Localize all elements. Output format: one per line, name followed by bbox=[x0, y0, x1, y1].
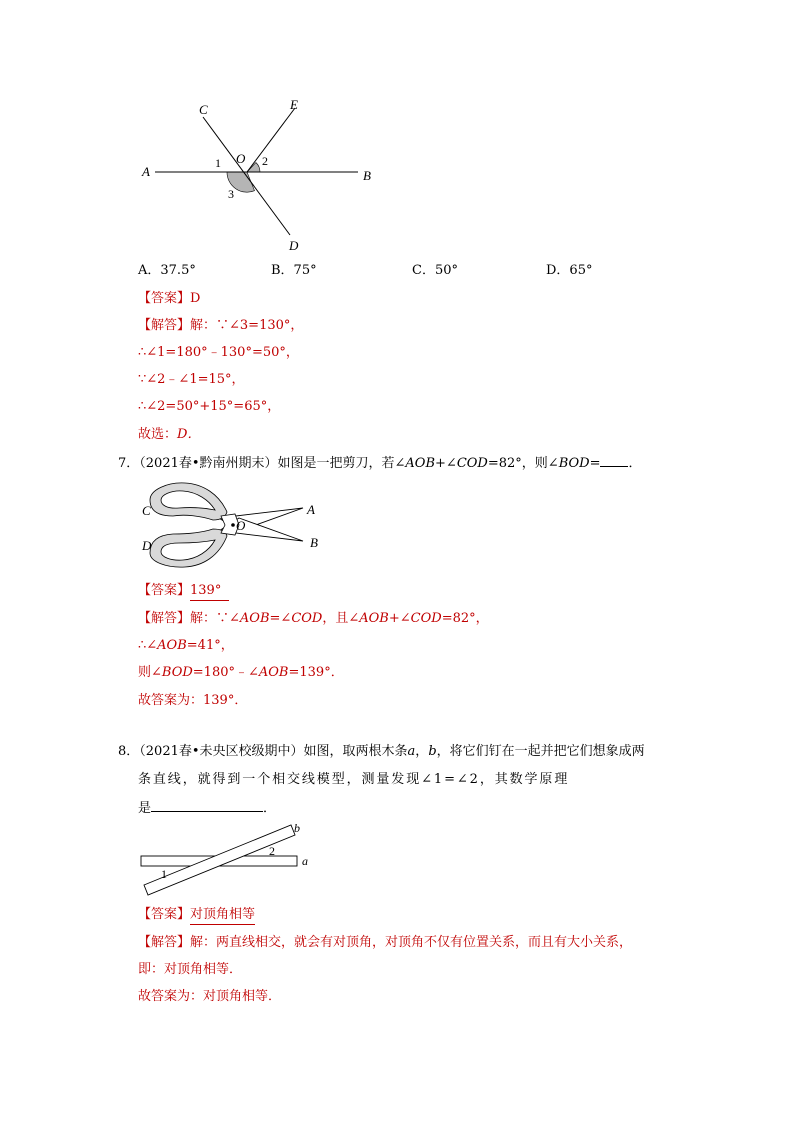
q6-answer bbox=[138, 290, 200, 308]
solution-text: 解：两直线相交，就会有对顶角，对顶角不仅有位置关系，而且有大小关系， bbox=[190, 935, 633, 950]
q6-solution-4: ∴∠2=50°+15°=65°， bbox=[138, 399, 281, 414]
pivot-point bbox=[231, 523, 235, 527]
label-e: E bbox=[290, 97, 298, 112]
final-prefix: 故选： bbox=[138, 427, 178, 442]
sticks-figure bbox=[135, 818, 320, 898]
label-d: D bbox=[289, 238, 299, 253]
q8-b: b bbox=[428, 744, 437, 759]
q8-comma: ， bbox=[415, 744, 429, 759]
q8-answer bbox=[138, 906, 255, 925]
sol-text: ，且∠ bbox=[322, 611, 360, 626]
option-a: A．37.5° bbox=[138, 263, 196, 278]
q7-end: ． bbox=[628, 456, 642, 471]
sol-text: =∠ bbox=[269, 611, 292, 626]
option-b: B．75° bbox=[271, 263, 317, 278]
label-3: 3 bbox=[228, 187, 234, 201]
stick-label-a: a bbox=[302, 854, 308, 868]
line-oe bbox=[247, 108, 295, 172]
q8-solution-1 bbox=[138, 934, 632, 952]
q7-cod: COD bbox=[456, 456, 488, 471]
q8-line1-pre: 8．（2021春•未央区校级期中）如图，取两根木条 bbox=[118, 744, 408, 759]
q8-solution-2: 即：对顶角相等． bbox=[138, 962, 243, 977]
sol-text: +∠ bbox=[388, 611, 411, 626]
sol-text: ∴∠ bbox=[138, 638, 158, 653]
sol-aob: AOB bbox=[359, 611, 389, 626]
q8-question-line3 bbox=[138, 798, 276, 818]
sol-text: =139°． bbox=[288, 665, 344, 680]
scissor-handle-lower bbox=[150, 529, 227, 567]
label-o: O bbox=[236, 151, 246, 166]
stick-label-2: 2 bbox=[269, 844, 275, 858]
scissor-label-d: D bbox=[142, 538, 152, 553]
stick-label-1: 1 bbox=[161, 867, 167, 881]
option-c: C．50° bbox=[412, 263, 458, 278]
scissors-figure bbox=[135, 478, 335, 573]
stick-label-b: b bbox=[294, 821, 300, 835]
scissor-label-c: C bbox=[142, 503, 151, 518]
q6-final bbox=[138, 426, 200, 444]
scissor-handle-upper bbox=[150, 483, 227, 520]
answer-value: 对顶角相等 bbox=[190, 906, 255, 925]
q7-answer bbox=[138, 582, 229, 601]
q7-plus: +∠ bbox=[435, 456, 457, 471]
scissor-label-a: A bbox=[307, 502, 315, 517]
label-b: B bbox=[363, 168, 371, 183]
solution-tag: 【解答】 bbox=[138, 935, 191, 950]
q8-line3-pre: 是 bbox=[138, 801, 152, 816]
q8-final: 故答案为：对顶角相等． bbox=[138, 989, 282, 1004]
q8-blank bbox=[151, 798, 263, 812]
q7-solution-3 bbox=[138, 664, 344, 682]
sol-aob: AOB bbox=[258, 665, 289, 680]
q8-question-line1 bbox=[118, 743, 645, 761]
line-cd bbox=[203, 117, 290, 235]
angle-figure bbox=[130, 95, 390, 260]
option-d: D．65° bbox=[546, 263, 593, 278]
sol-aob: AOB bbox=[239, 611, 270, 626]
q6-solution-1 bbox=[138, 317, 303, 335]
sol-text: 则∠ bbox=[138, 665, 162, 680]
q8-line1-post: ，将它们钉在一起并把它们想象成两 bbox=[436, 744, 645, 759]
q8-question-line2: 条直线，就得到一个相交线模型，测量发现∠1=∠2，其数学原理 bbox=[138, 772, 570, 787]
label-1: 1 bbox=[215, 156, 221, 170]
scissor-label-b: B bbox=[310, 535, 318, 550]
sol-text: =82°， bbox=[441, 611, 489, 626]
q7-question-pre: 7．（2021春•黔南州期末）如图是一把剪刀，若∠ bbox=[118, 456, 406, 471]
q7-solution-2 bbox=[138, 637, 234, 655]
q7-final: 故答案为：139°． bbox=[138, 693, 248, 708]
q7-eq: =82°，则∠ bbox=[487, 456, 559, 471]
scissor-label-o: O bbox=[236, 518, 246, 533]
answer-value: 139° bbox=[190, 582, 229, 601]
q7-tail: = bbox=[589, 456, 601, 471]
q7-question bbox=[118, 453, 641, 473]
label-2: 2 bbox=[262, 154, 268, 168]
sol-cod: COD bbox=[410, 611, 442, 626]
solution-text: 解：∵∠3=130°， bbox=[190, 318, 304, 333]
answer-tag: 【答案】 bbox=[138, 291, 191, 306]
label-c: C bbox=[199, 102, 208, 117]
q7-bod: BOD bbox=[558, 456, 590, 471]
sol-text: =180°﹣∠ bbox=[192, 665, 259, 680]
final-value: D． bbox=[177, 427, 201, 442]
label-a: A bbox=[142, 164, 150, 179]
sol-bod: BOD bbox=[161, 665, 193, 680]
answer-tag: 【答案】 bbox=[138, 907, 191, 922]
q7-aob: AOB bbox=[405, 456, 436, 471]
sol-text: 解：∵∠ bbox=[190, 611, 240, 626]
sol-cod: COD bbox=[291, 611, 323, 626]
solution-tag: 【解答】 bbox=[138, 318, 191, 333]
sol-text: =41°， bbox=[186, 638, 234, 653]
answer-tag: 【答案】 bbox=[138, 583, 191, 598]
q7-solution-1 bbox=[138, 610, 489, 628]
q6-solution-2: ∴∠1=180°﹣130°=50°， bbox=[138, 345, 299, 360]
q6-solution-3: ∵∠2﹣∠1=15°， bbox=[138, 372, 245, 387]
answer-value: D bbox=[190, 291, 201, 306]
q8-line3-end: ． bbox=[263, 801, 277, 816]
solution-tag: 【解答】 bbox=[138, 611, 191, 626]
q7-blank bbox=[600, 453, 628, 467]
sol-aob: AOB bbox=[157, 638, 187, 653]
q8-a: a bbox=[407, 744, 416, 759]
